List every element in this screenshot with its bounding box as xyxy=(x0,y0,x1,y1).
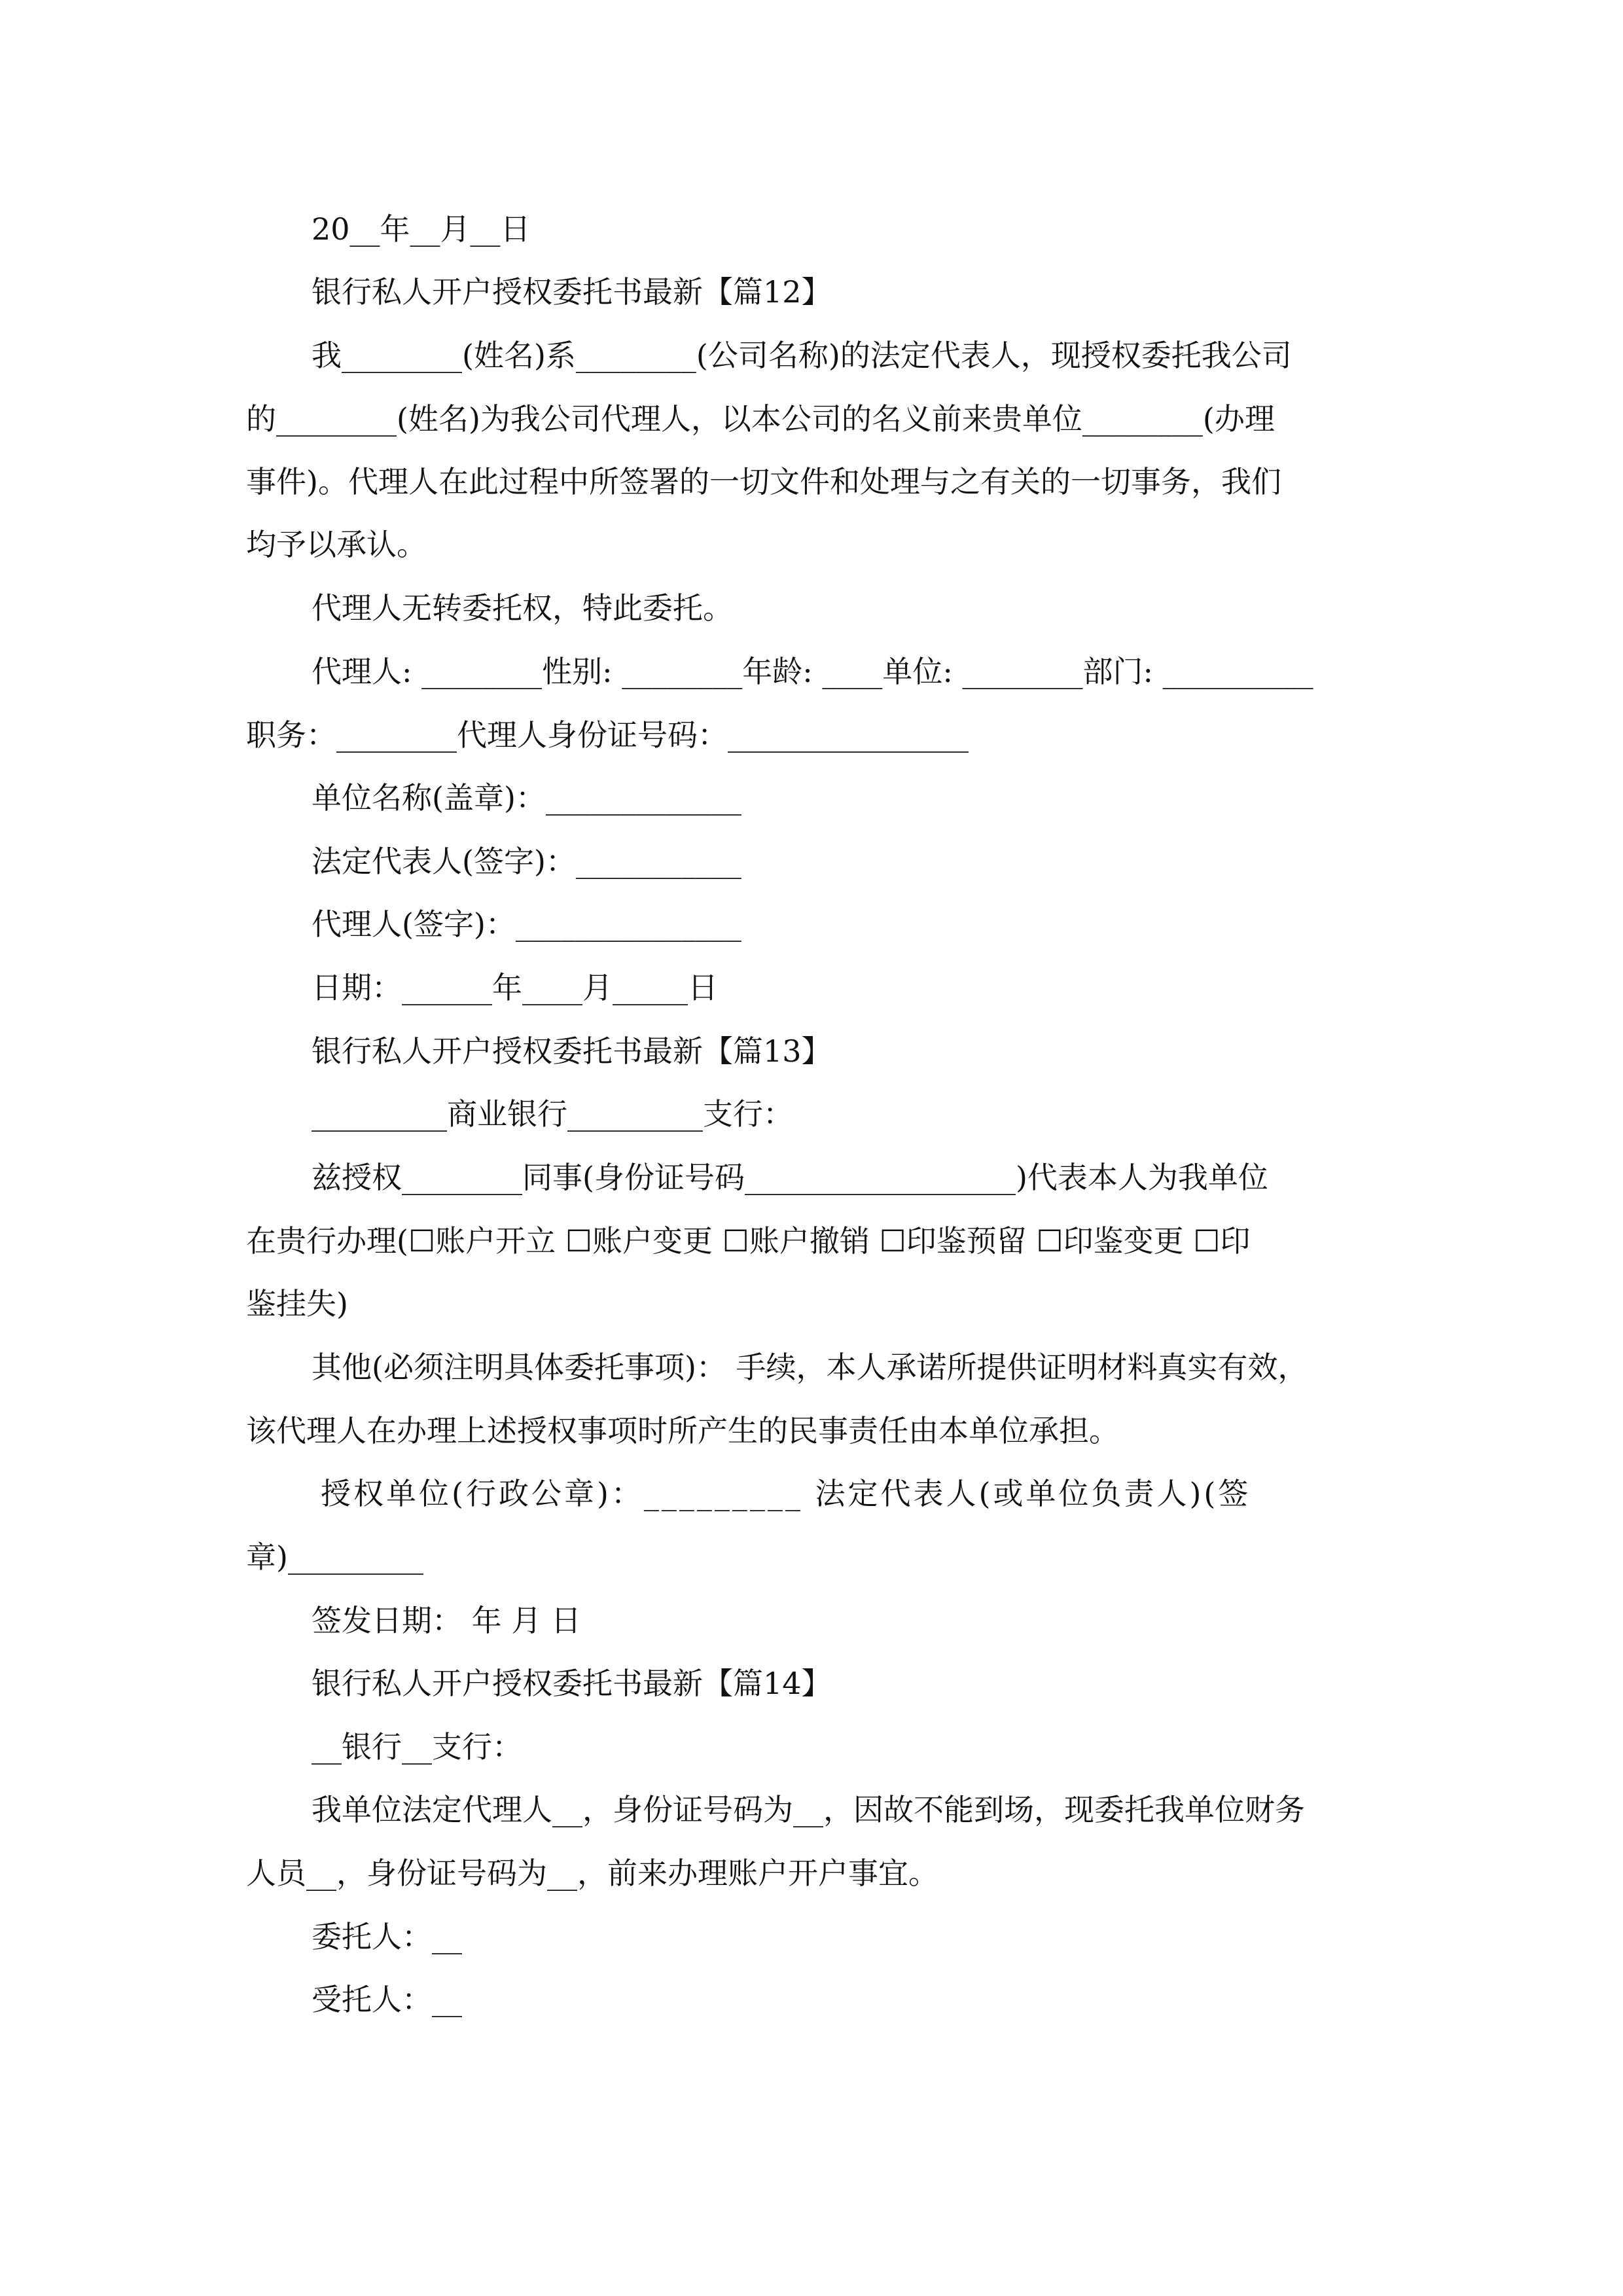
paragraph-line: 鉴挂失) xyxy=(246,1286,348,1321)
section-title-13: 银行私人开户授权委托书最新【篇13】 xyxy=(312,1033,832,1069)
paragraph-line: 兹授权________同事(身份证号码__________________)代表本人为我单位 xyxy=(312,1160,1268,1195)
form-field-line: 法定代表人(签字)：___________ xyxy=(312,844,741,879)
paragraph-line: 均予以承认。 xyxy=(246,527,427,562)
date-line: 日期：______年____月_____日 xyxy=(312,970,718,1005)
paragraph-line: 其他(必须注明具体委托事项)： 手续，本人承诺所提供证明材料真实有效， xyxy=(312,1350,1308,1385)
salutation: _________商业银行_________支行： xyxy=(312,1096,793,1132)
paragraph-line: 人员__，身份证号码为__，前来办理账户开户事宜。 xyxy=(246,1856,938,1891)
date-line: 签发日期： 年 月 日 xyxy=(312,1603,581,1638)
signature-line: 授权单位(行政公章)：_________ 法定代表人(或单位负责人)(签 xyxy=(321,1476,1251,1511)
paragraph-line: 该代理人在办理上述授权事项时所产生的民事责任由本单位承担。 xyxy=(246,1413,1119,1448)
form-field-line: 受托人：__ xyxy=(312,1982,462,2017)
paragraph-line: 我单位法定代理人__，身份证号码为__，因故不能到场，现委托我单位财务 xyxy=(312,1792,1305,1827)
paragraph-line: 代理人无转委托权，特此委托。 xyxy=(312,590,733,626)
paragraph-line: 的________(姓名)为我公司代理人，以本公司的名义前来贵单位________(办理 xyxy=(246,401,1275,437)
paragraph-line: 事件)。代理人在此过程中所签署的一切文件和处理与之有关的一切事务，我们 xyxy=(246,464,1281,499)
form-field-line: 代理人: ________性别: ________年龄: ____单位: ________部门: __________ xyxy=(312,654,1313,689)
form-field-line: 代理人(签字)：_______________ xyxy=(312,906,741,942)
form-field-line: 委托人：__ xyxy=(312,1919,462,1954)
form-field-line: 职务：________代理人身份证号码：________________ xyxy=(246,717,969,753)
form-field-line: 单位名称(盖章)：_____________ xyxy=(312,780,741,816)
section-title-14: 银行私人开户授权委托书最新【篇14】 xyxy=(312,1666,832,1701)
signature-line: 章)_________ xyxy=(246,1539,423,1575)
paragraph-line: 我________(姓名)系________(公司名称)的法定代表人，现授权委托我公司 xyxy=(312,338,1292,373)
paragraph-line: 在贵行办理(☐账户开立 ☐账户变更 ☐账户撤销 ☐印鉴预留 ☐印鉴变更 ☐印 xyxy=(246,1223,1251,1259)
date-line: 20__年__月__日 xyxy=(312,211,531,247)
section-title-12: 银行私人开户授权委托书最新【篇12】 xyxy=(312,274,832,310)
salutation: __银行__支行： xyxy=(312,1729,522,1765)
